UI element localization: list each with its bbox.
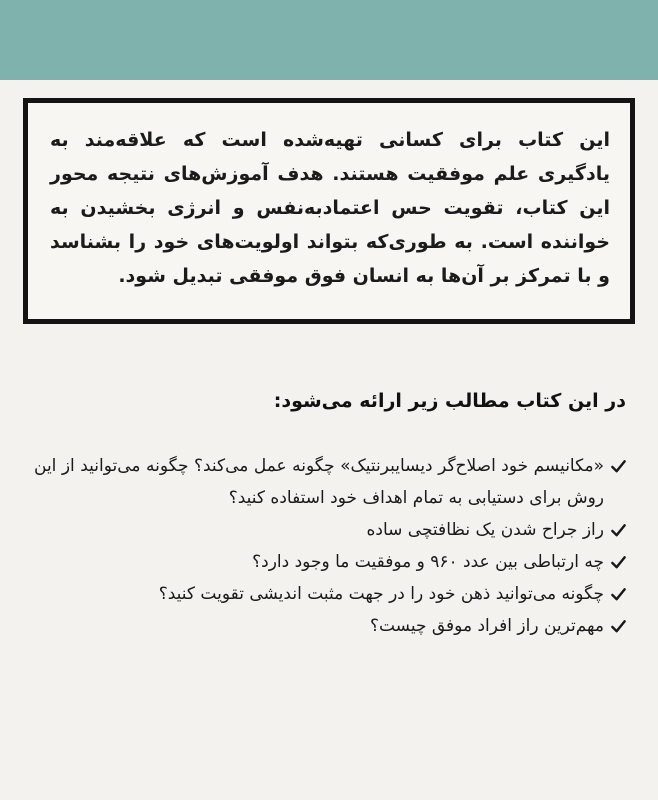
list-item-text: چه ارتباطی بین عدد ۹۶۰ و موفقیت ما وجود دارد؟ [252,552,604,572]
list-item-text: مهم‌ترین راز افراد موفق چیست؟ [369,616,604,636]
intro-box [23,98,635,324]
top-color-band [0,0,658,80]
list-item-text: چگونه می‌توانید ذهن خود را در جهت مثبت اندیشی تقویت کنید؟ [158,584,604,604]
list-item [34,514,626,546]
list-item-text: «مکانیسم خود اصلاح‌گر دیسایبرنتیک» چگونه عمل می‌کند؟ چگونه می‌توانید از این روش برای دستیابی به تمام اهداف خود استفاده کنید؟ [34,456,604,508]
check-icon [604,450,626,482]
contents-list [34,450,626,642]
list-item-text: راز جراح شدن یک نظافتچی ساده [366,520,604,540]
list-item [34,546,626,578]
list-item [34,450,626,514]
check-icon [604,546,626,578]
intro-paragraph: این کتاب برای کسانی تهیه‌شده است که علاقه‌مند به یادگیری علم موفقیت هستند. هدف آموزش‌های نتیجه محور این کتاب، تقویت حس اعتمادبه‌نفس و انرژی بخشیدن به خواننده است. به طوری‌که بتواند اولویت‌های خود را بشناسد و با تمرکز بر آن‌ها به انسان فوق موفقی تبدیل شود. [50,129,610,287]
check-icon [604,514,626,546]
check-icon [604,578,626,610]
contents-heading: در این کتاب مطالب زیر ارائه می‌شود: [273,390,626,412]
list-item [34,610,626,642]
check-icon [604,610,626,642]
list-item [34,578,626,610]
